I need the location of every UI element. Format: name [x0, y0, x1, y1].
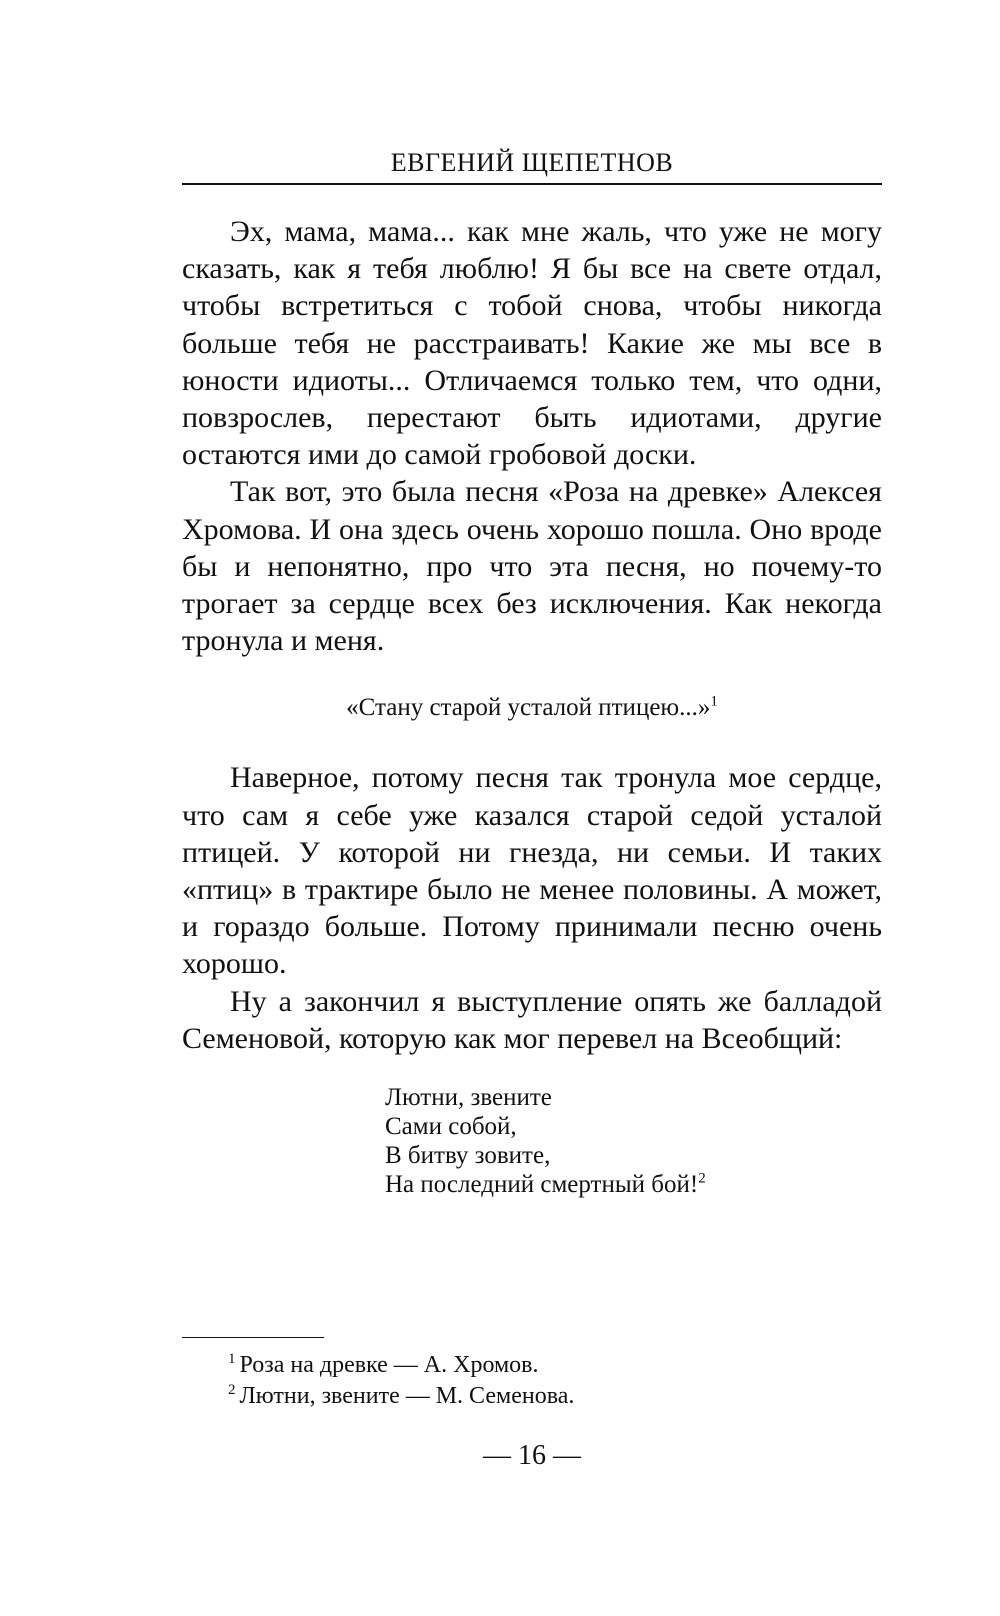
footnote-text: Лютни, звените — М. Семенова.: [239, 1383, 575, 1409]
footnote-number: 2: [228, 1382, 236, 1398]
footnote: [228, 1381, 882, 1412]
footnotes: [228, 1350, 882, 1412]
page-number: — 16 —: [483, 1440, 581, 1471]
verse-line: В битву зовите,: [385, 1142, 551, 1170]
body-text: [182, 213, 882, 1199]
verse-line: Сами собой,: [385, 1113, 517, 1141]
verse-line: Лютни, звените: [385, 1084, 552, 1112]
song-quote-text: «Стану старой усталой птицею...»: [346, 694, 711, 722]
running-header: ЕВГЕНИЙ ЩЕПЕТНОВ: [390, 148, 674, 177]
footnote-divider: [182, 1337, 324, 1338]
footnote: [228, 1350, 882, 1381]
paragraph: Ну а закончил я выступление опять же балладой Семеновой, которую как мог перевел на Всеобщий:: [182, 984, 882, 1055]
verse-block: [385, 1083, 882, 1199]
footnote-ref: 1: [710, 694, 718, 711]
paragraph: Наверное, потому песня так тронула мое сердце, что сам я себе уже казался старой седой усталой птицей. У которой ни гнезда, ни семьи. И таких «птиц» в трактире было не менее половины. А может, и гораздо больше. Потому принимали песню очень хорошо.: [182, 761, 882, 981]
song-quote: [182, 691, 882, 725]
paragraph: Эх, мама, мама... как мне жаль, что уже не могу сказать, как я тебя люблю! Я бы все на свете отдал, чтобы встретиться с тобой снова, чтобы никогда больше тебя не расстраивать! Какие же мы все в юности идиоты... Отличаемся только тем, что одни, повзрослев, перестают быть идиотами, другие остаются ими до самой гробовой доски.: [182, 215, 882, 472]
verse-line-last: [385, 1170, 882, 1199]
header-divider: [182, 183, 882, 185]
footnote-text: Роза на древке — А. Хромов.: [239, 1352, 539, 1378]
footnote-ref: 2: [698, 1170, 706, 1187]
paragraph: Так вот, это была песня «Роза на древке» Алексея Хромова. И она здесь очень хорошо пошла. Оно вроде бы и непонятно, про что эта песня, но почему-то трогает за сердце всех без исключения. Как некогда тронула и меня.: [182, 475, 882, 658]
footnote-number: 1: [228, 1351, 236, 1367]
verse-line: На последний смертный бой!: [385, 1171, 699, 1199]
